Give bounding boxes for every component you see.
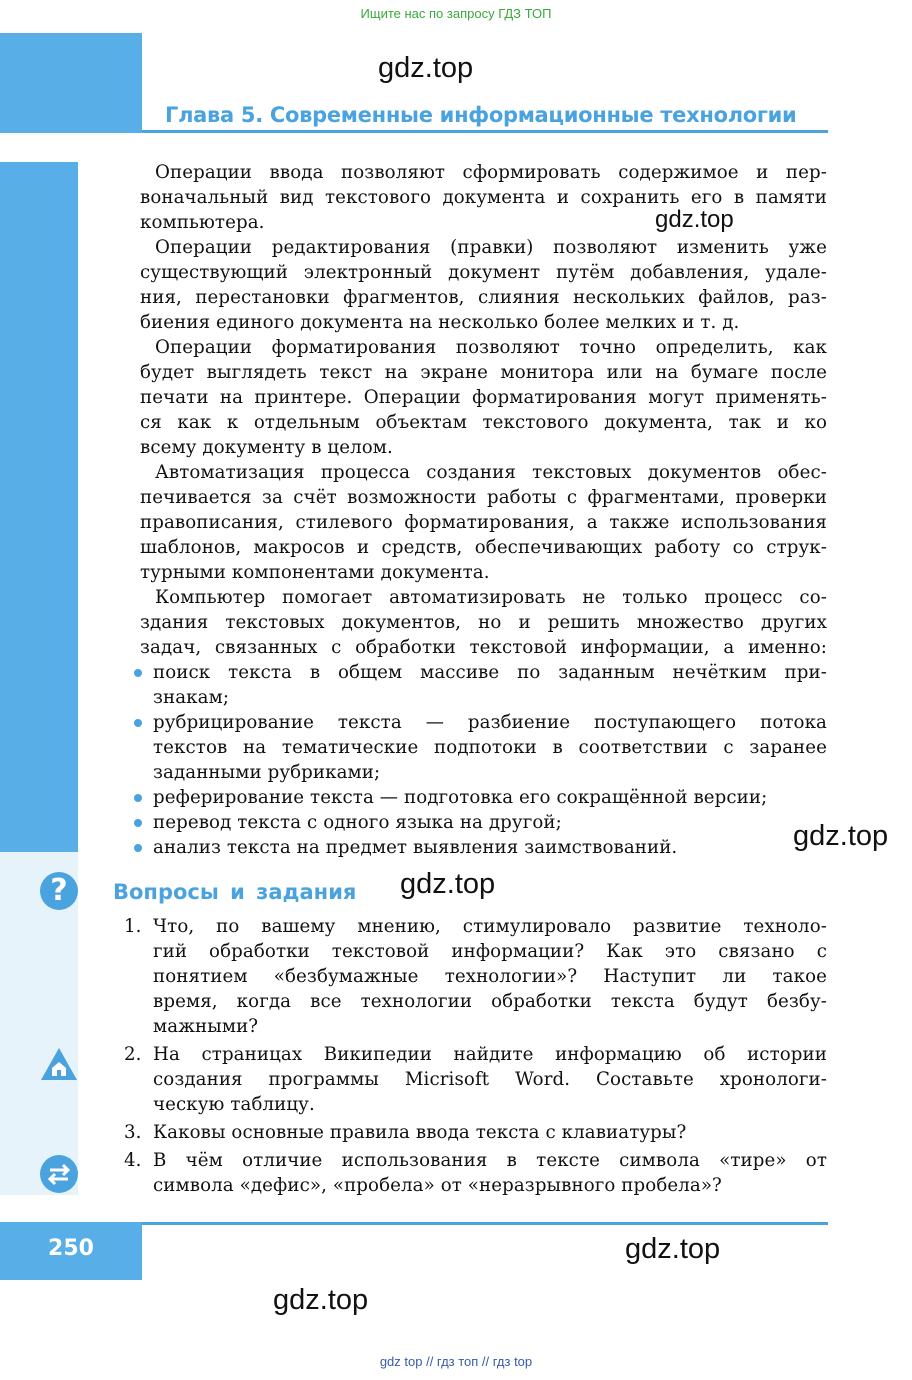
question-line: мажными?	[153, 1016, 259, 1037]
bullet-marker	[134, 844, 142, 852]
body-line: задач, связанных с обработки текстовой информации, а именно:	[140, 637, 827, 658]
body-line: воначальный вид текстового документа и сохранить его в памяти	[140, 187, 827, 208]
chapter-title: Глава 5. Современные информационные технологии	[165, 103, 797, 127]
question-line: понятием «безбумажные технологии»? Наступит ли такое	[153, 966, 827, 987]
question-number: 3.	[124, 1122, 142, 1143]
footer-links[interactable]: gdz top // гдз топ // гдз top	[379, 1354, 533, 1369]
bullet-item-line: поиск текста в общем массиве по заданным нечётким при-	[153, 662, 827, 683]
question-line: ческую таблицу.	[153, 1094, 315, 1115]
bullet-item-line: заданными рубриками;	[153, 762, 381, 783]
body-line: печати на принтере. Операции форматирования могут применять-	[140, 387, 827, 408]
body-line: Операции ввода позволяют сформировать содержимое и пер-	[155, 162, 827, 183]
watermark: gdz.top	[378, 52, 474, 84]
question-line: На страницах Википедии найдите информацию об истории	[153, 1044, 827, 1065]
question-line: гий обработки текстовой информации? Как это связано с	[153, 941, 827, 962]
body-line: здания текстовых документов, но и решить множество других	[140, 612, 827, 633]
question-line: время, когда все технологии обработки текста будут безбу-	[153, 991, 827, 1012]
bullet-item-line: реферирование текста — подготовка его сокращённой версии;	[153, 787, 768, 808]
watermark: gdz.top	[400, 868, 496, 900]
body-line: всему документу в целом.	[140, 437, 393, 458]
bullet-marker	[134, 719, 142, 727]
question-line: Каковы основные правила ввода текста с клавиатуры?	[153, 1122, 687, 1143]
question-line: символа «дефис», «пробела» от «неразрывного пробела»?	[153, 1175, 722, 1196]
section-title: Вопросы и задания	[113, 880, 357, 904]
watermark: gdz.top	[625, 1233, 721, 1265]
body-line: печивается за счёт возможности работы с фрагментами, проверки	[140, 487, 827, 508]
body-line: компьютера.	[140, 212, 265, 233]
body-line: Операции форматирования позволяют точно определить, как	[155, 337, 827, 358]
bullet-item-line: текстов на тематические подпотоки в соответствии с заранее	[153, 737, 827, 758]
question-number: 1.	[124, 916, 142, 937]
question-icon: ?	[40, 872, 78, 910]
bullet-item-line: знакам;	[153, 687, 230, 708]
body-line: правописания, стилевого форматирования, а также использования	[140, 512, 827, 533]
bullet-item-line: анализ текста на предмет выявления заимствований.	[153, 837, 678, 858]
top-banner[interactable]: Ищите нас по запросу ГДЗ ТОП	[360, 6, 552, 21]
header-blue-block	[0, 33, 142, 133]
body-line: биения единого документа на несколько более мелких и т. д.	[140, 312, 740, 333]
body-line: ся как к отдельным объектам текстового документа, так и ко	[140, 412, 827, 433]
question-number: 4.	[124, 1150, 142, 1171]
watermark: gdz.top	[273, 1284, 369, 1316]
body-line: Автоматизация процесса создания текстовых документов обес-	[155, 462, 827, 483]
side-blue-strip	[0, 162, 78, 852]
bullet-item-line: рубрицирование текста — разбиение поступающего потока	[153, 712, 827, 733]
bottom-rule	[142, 1222, 828, 1225]
exchange-icon	[40, 1155, 78, 1193]
question-number: 2.	[124, 1044, 142, 1065]
body-line: ния, перестановки фрагментов, слияния нескольких файлов, раз-	[140, 287, 827, 308]
bullet-marker	[134, 669, 142, 677]
question-line: В чём отличие использования в тексте символа «тире» от	[153, 1150, 827, 1171]
question-line: Что, по вашему мнению, стимулировало развитие техноло-	[153, 916, 827, 937]
bullet-marker	[134, 794, 142, 802]
bullet-marker	[134, 819, 142, 827]
page-number: 250	[48, 1236, 94, 1261]
body-line: турными компонентами документа.	[140, 562, 490, 583]
chapter-rule	[142, 130, 828, 133]
watermark: gdz.top	[655, 206, 734, 233]
body-line: Компьютер помогает автоматизировать не только процесс со-	[155, 587, 827, 608]
bullet-item-line: перевод текста с одного языка на другой;	[153, 812, 562, 833]
body-line: шаблонов, макросов и средств, обеспечивающих работу со струк-	[140, 537, 827, 558]
body-line: будет выглядеть текст на экране монитора или на бумаге после	[140, 362, 827, 383]
body-line: Операции редактирования (правки) позволяют изменить уже	[155, 237, 827, 258]
body-line: существующий электронный документ путём добавления, удале-	[140, 262, 827, 283]
watermark: gdz.top	[793, 820, 889, 852]
home-icon	[39, 1046, 79, 1082]
question-line: создания программы Micrisoft Word. Составьте хронологи-	[153, 1069, 827, 1090]
